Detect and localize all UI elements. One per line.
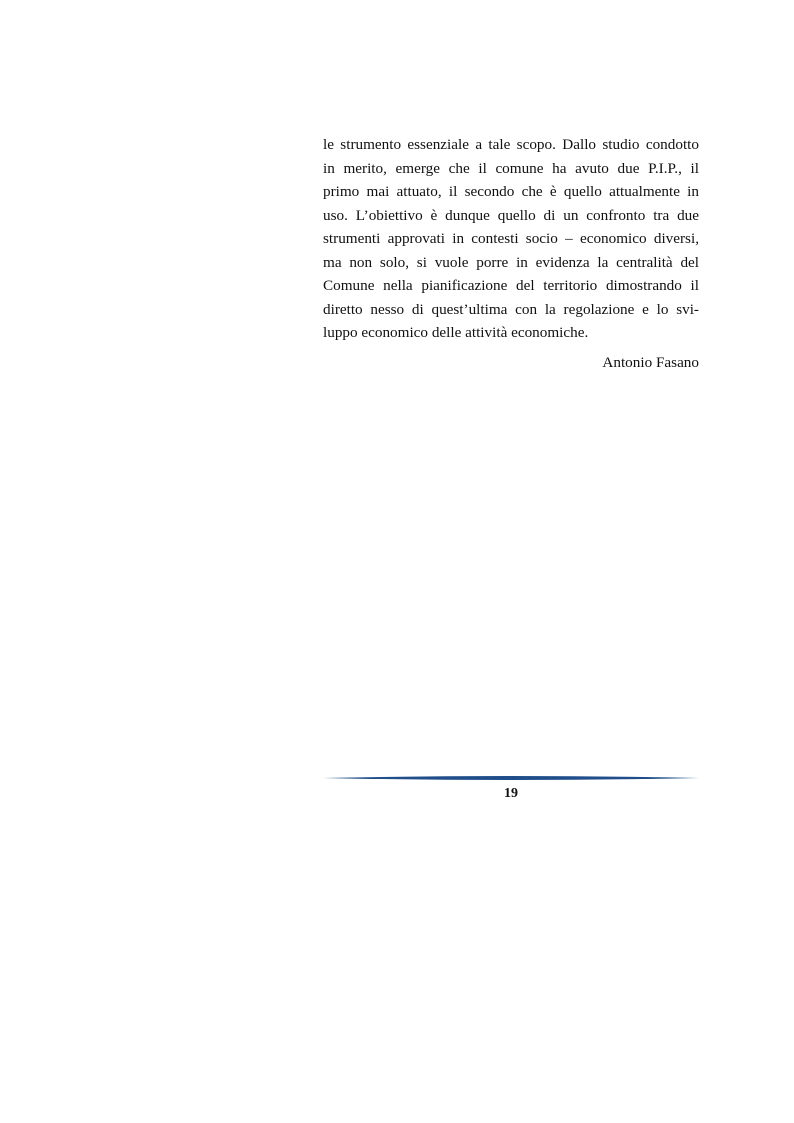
paragraph-line: ma non solo, si vuole porre in evidenza la centralità del: [323, 253, 699, 271]
paragraph-line: primo mai attuato, il secondo che è quello attualmente in: [323, 183, 699, 200]
paragraph-line: Comune nella pianificazione del territorio dimostrando il: [323, 277, 699, 294]
body-paragraph: [323, 133, 699, 345]
paragraph-line: diretto nesso di quest’ultima con la regolazione e lo svi-: [323, 300, 699, 318]
paragraph-line: le strumento essenziale a tale scopo. Dallo studio condotto: [323, 136, 699, 153]
footer-rule-shape: [323, 776, 699, 780]
page-number: 19: [504, 786, 518, 801]
paragraph-line: luppo economico delle attività economiche.: [323, 324, 589, 341]
paragraph-line: in merito, emerge che il comune ha avuto due P.I.P., il: [323, 159, 699, 177]
footer-rule: [323, 773, 699, 783]
author-signature: Antonio Fasano: [602, 354, 699, 371]
paragraph-line: uso. L’obiettivo è dunque quello di un confronto tra due: [323, 206, 699, 224]
paragraph-line: strumenti approvati in contesti socio – economico diversi,: [323, 230, 699, 247]
